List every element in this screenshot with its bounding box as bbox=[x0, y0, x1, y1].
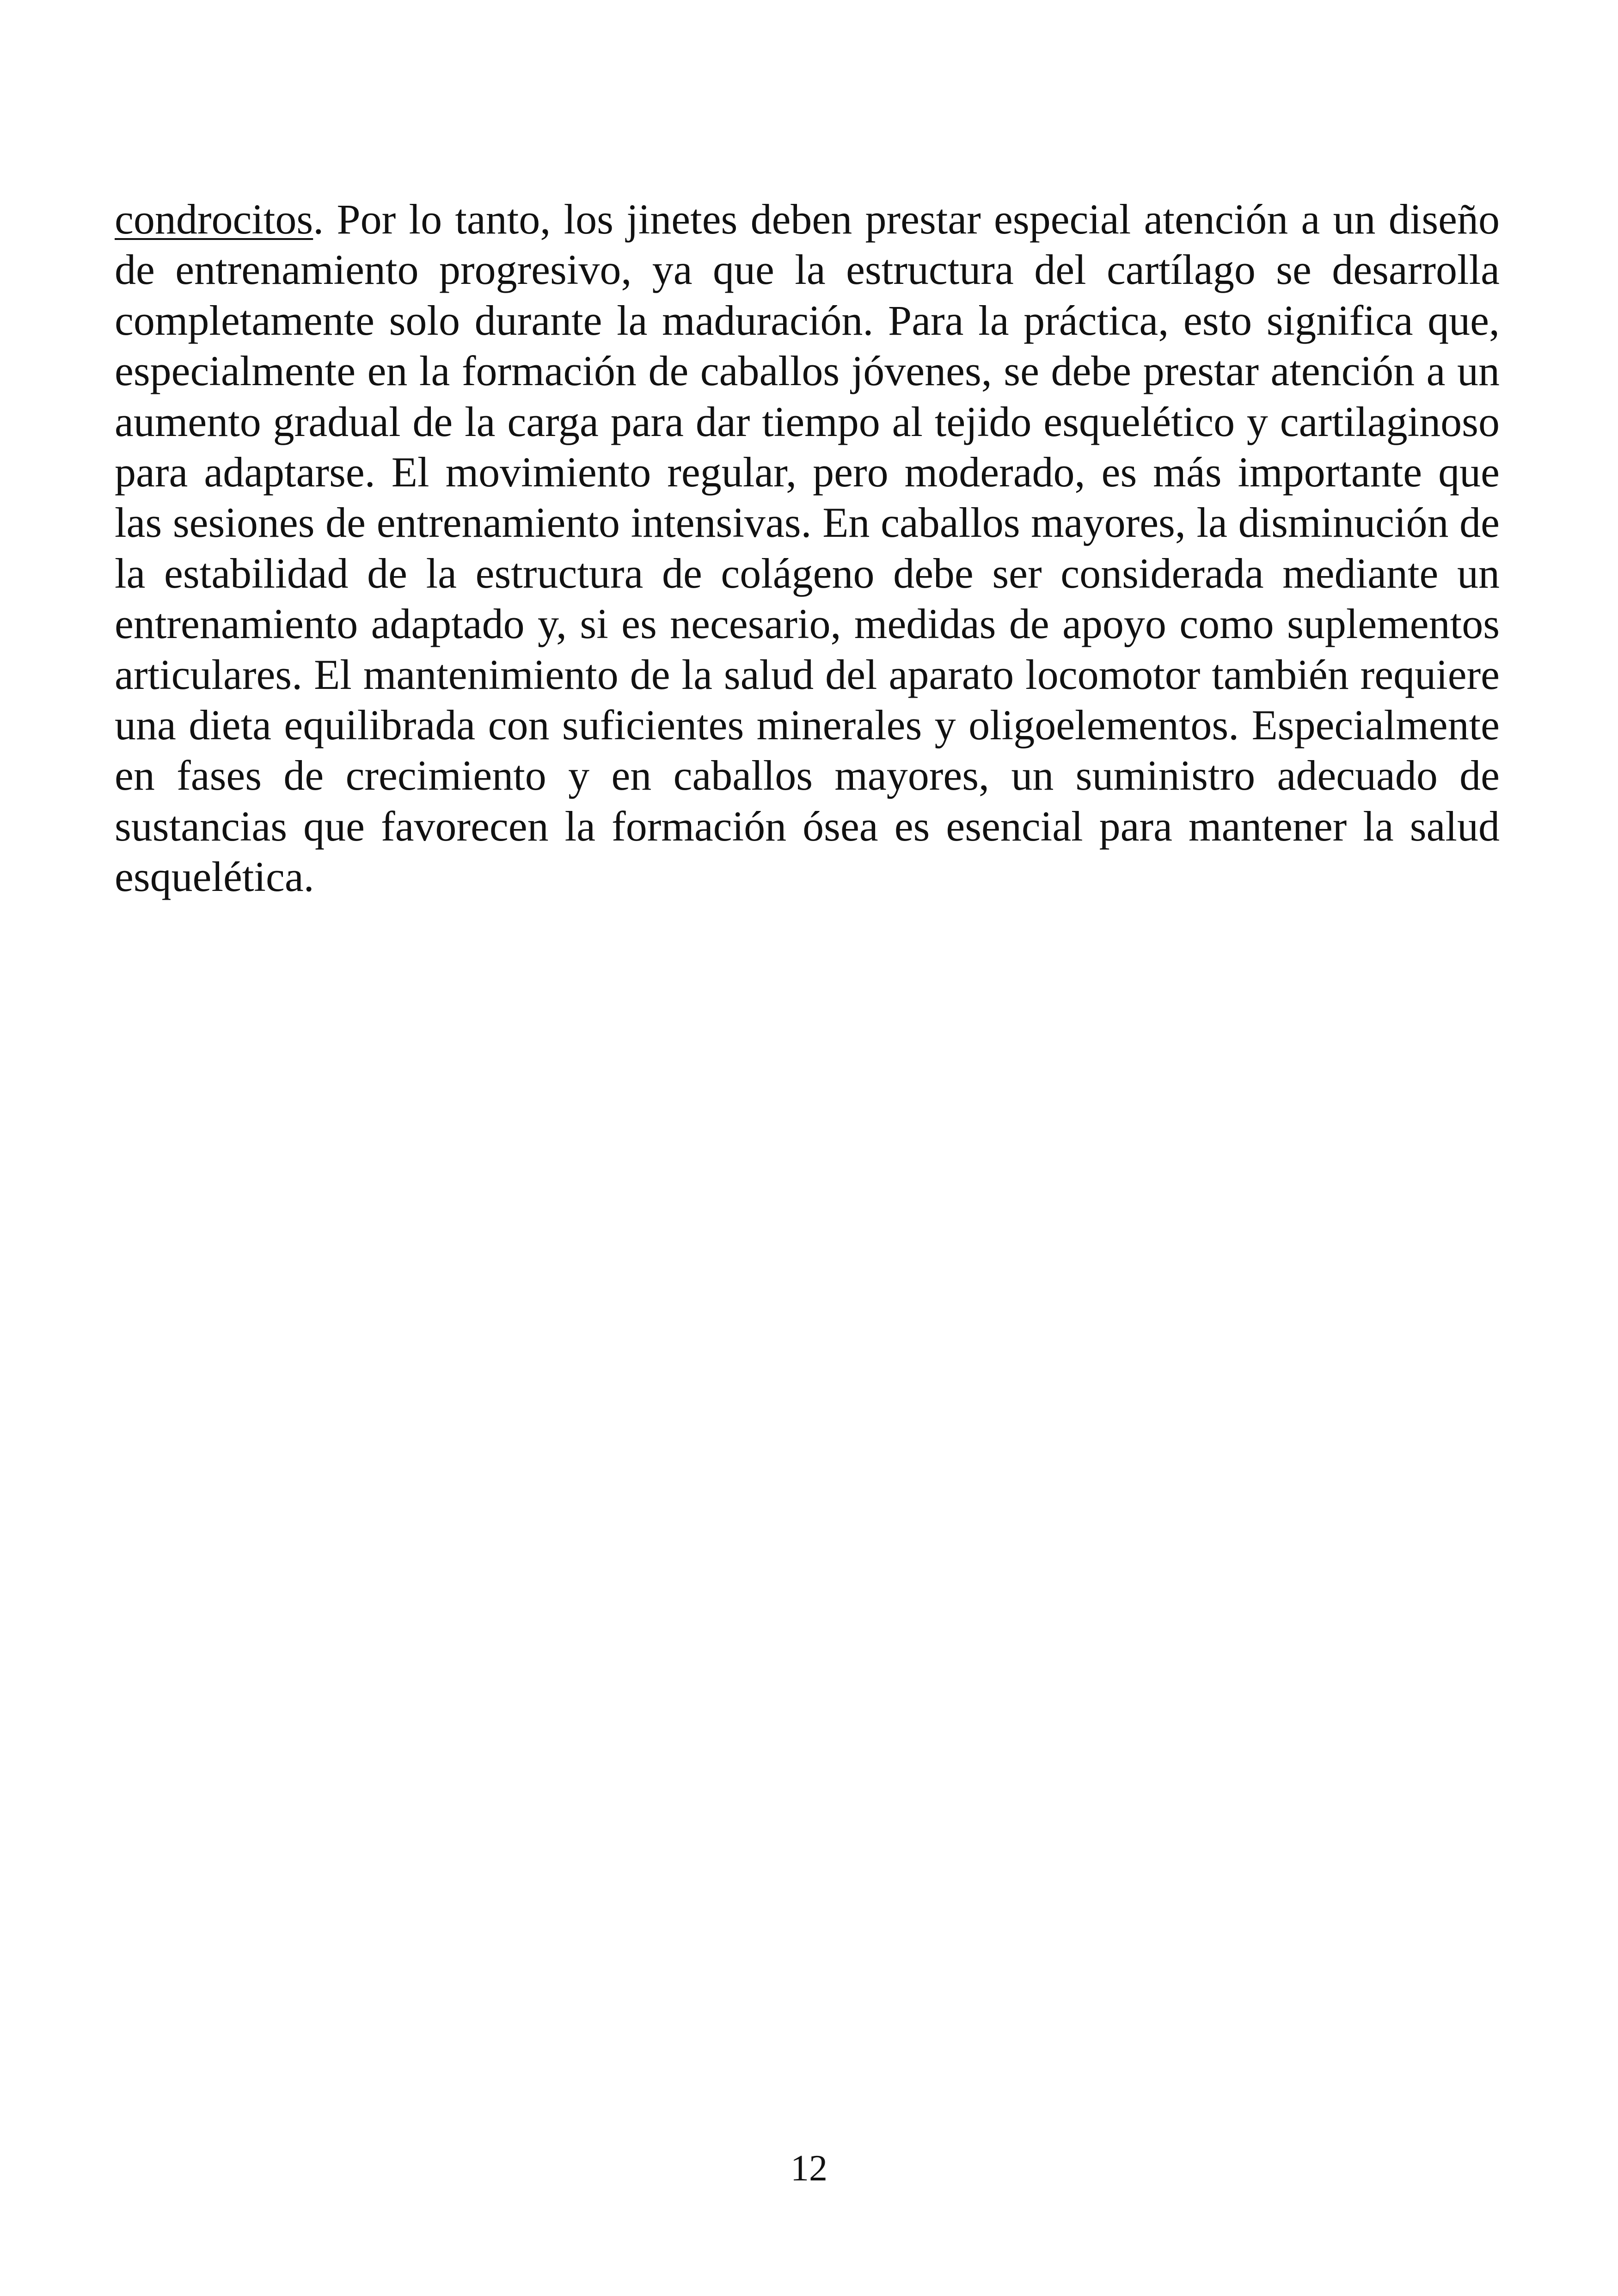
paragraph-text: . Por lo tanto, los jinetes deben prestar especial atención a un diseño de entrenamiento progresivo, ya que la estructura del cartílago se desarrolla completamente solo durante la maduración. Para la práctica, esto significa que, especialmente en la formación de caballos jóvenes, se debe prestar atención a un aumento gradual de la carga para dar tiempo al tejido esquelético y cartilaginoso para adaptarse. El movimiento regular, pero moderado, es más importante que las sesiones de entrenamiento intensivas. En caballos mayores, la disminución de la estabilidad de la estructura de colágeno debe ser considerada mediante un entrenamiento adaptado y, si es necesario, medidas de apoyo como suplementos articulares. El mantenimiento de la salud del aparato locomotor también requiere una dieta equilibrada con suficientes minerales y oligoelementos. Especialmente en fases de crecimiento y en caballos mayores, un suministro adecuado de sustancias que favorecen la formación ósea es esencial para mantener la salud esquelética. bbox=[115, 196, 1500, 901]
body-paragraph bbox=[115, 194, 1500, 902]
page-number: 12 bbox=[791, 2148, 827, 2189]
underlined-term: condrocitos bbox=[115, 196, 313, 243]
